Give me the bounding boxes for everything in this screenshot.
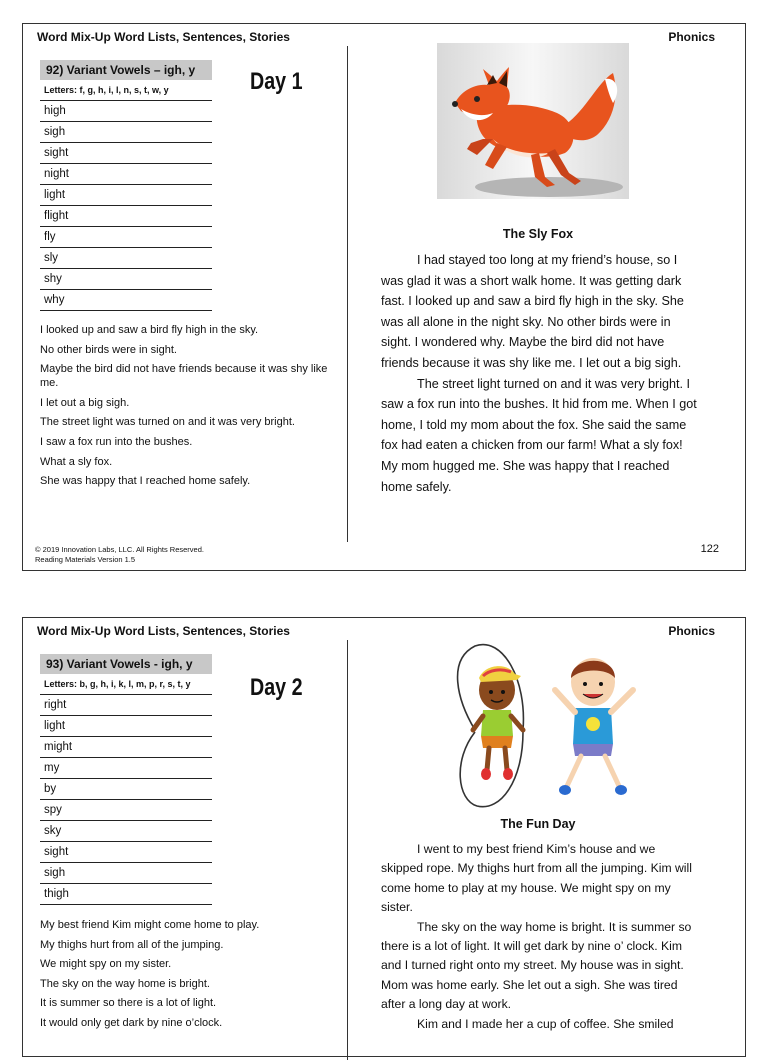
sentence: It would only get dark by nine o’clock. (40, 1016, 223, 1029)
sentence: She was happy that I reached home safely. (40, 475, 251, 488)
word-list-item: thigh (40, 884, 212, 905)
word-list-table (40, 654, 212, 905)
copyright-line: © 2019 Innovation Labs, LLC. All Rights Reserved. (35, 545, 204, 554)
word-list-title: 93) Variant Vowels - igh, y (40, 654, 212, 674)
sentence-list (40, 918, 340, 1036)
sentence: The sky on the way home is bright. (40, 977, 210, 990)
word-list-item: sigh (40, 863, 212, 884)
day-label: Day 1 (250, 68, 303, 95)
word-list-item: fly (40, 227, 212, 248)
page-header-subject: Phonics (668, 624, 715, 638)
story-paragraph: I went to my best friend Kim’s house and we skipped rope. My thighs hurt from all the jumping. Kim will come home to play at my house. We might spy on my sister. (381, 842, 692, 915)
word-list-letters: Letters: f, g, h, i, l, n, s, t, w, y (40, 80, 212, 101)
column-divider (347, 640, 348, 1060)
sentence: Maybe the bird did not have friends because it was shy like me. (40, 363, 328, 390)
page-number: 122 (700, 543, 719, 555)
word-list-item: by (40, 779, 212, 800)
page-header-title: Word Mix-Up Word Lists, Sentences, Stories (37, 624, 290, 638)
worksheet-page-day-2 (22, 617, 746, 1057)
sentence: I let out a big sigh. (40, 396, 130, 409)
word-list-item: right (40, 695, 212, 716)
fox-illustration-icon (437, 43, 629, 199)
word-list-table (40, 60, 212, 311)
story-title: The Sly Fox (502, 227, 574, 241)
sentence-list (40, 323, 340, 494)
word-list-item: light (40, 185, 212, 206)
column-divider (347, 46, 348, 542)
story-paragraph: The street light turned on and it was very bright. I saw a fox run into the bushes. It hid from me. When I got home, I told my mom about the fox. She said the same fox had eaten a chicken from our farm! What a sly fox! My mom hugged me. She was happy that I reached home safely. (381, 376, 697, 494)
word-list-item: sly (40, 248, 212, 269)
version-line: Reading Materials Version 1.5 (35, 555, 136, 564)
sentence: No other birds were in sight. (40, 343, 177, 356)
word-list-letters: Letters: b, g, h, i, k, l, m, p, r, s, t, y (40, 674, 212, 695)
word-list-item: spy (40, 800, 212, 821)
story-title: The Fun Day (500, 817, 576, 831)
sentence: It is summer so there is a lot of light. (40, 997, 217, 1010)
copyright-footer (35, 545, 204, 565)
day-label: Day 2 (250, 674, 303, 701)
page-header-subject: Phonics (668, 30, 715, 44)
story-text (381, 250, 699, 497)
sentence: The street light was turned on and it was very bright. (40, 416, 295, 429)
word-list-item: light (40, 716, 212, 737)
word-list-item: why (40, 290, 212, 311)
story-paragraph: The sky on the way home is bright. It is summer so there is a lot of light. It will get dark by nine o’ clock. Kim and I turned right onto my street. My house was in sight. Mom was home early. She let out a sigh. She was tired after a long day at work. (381, 919, 692, 1012)
sentence: We might spy on my sister. (40, 958, 172, 971)
word-list-item: shy (40, 269, 212, 290)
worksheet-page-day-1 (22, 23, 746, 571)
sentence: I saw a fox run into the bushes. (40, 435, 193, 448)
story-text (381, 840, 699, 1034)
word-list-item: high (40, 101, 212, 122)
word-list-item: night (40, 164, 212, 185)
word-list-item: sigh (40, 122, 212, 143)
story-paragraph: Kim and I made her a cup of coffee. She smiled (417, 1016, 674, 1031)
page-header-title: Word Mix-Up Word Lists, Sentences, Stories (37, 30, 290, 44)
word-list-title: 92) Variant Vowels – igh, y (40, 60, 212, 80)
word-list-item: sight (40, 842, 212, 863)
kids-jumping-rope-illustration-icon (427, 640, 645, 812)
sentence: What a sly fox. (40, 455, 113, 468)
word-list-item: sky (40, 821, 212, 842)
sentence: My thighs hurt from all of the jumping. (40, 938, 224, 951)
word-list-item: sight (40, 143, 212, 164)
sentence: I looked up and saw a bird fly high in the sky. (40, 324, 259, 336)
story-paragraph: I had stayed too long at my friend’s house, so I was glad it was a short walk home. It was getting dark fast. I looked up and saw a bird fly high in the sky. She was all alone in the night sky. No other birds were in sight. I wondered why. Maybe the bird did not have friends because it was shy like me. I let out a big sigh. (381, 253, 684, 370)
word-list-item: might (40, 737, 212, 758)
word-list-item: flight (40, 206, 212, 227)
word-list-item: my (40, 758, 212, 779)
sentence: My best friend Kim might come home to play. (40, 919, 260, 931)
